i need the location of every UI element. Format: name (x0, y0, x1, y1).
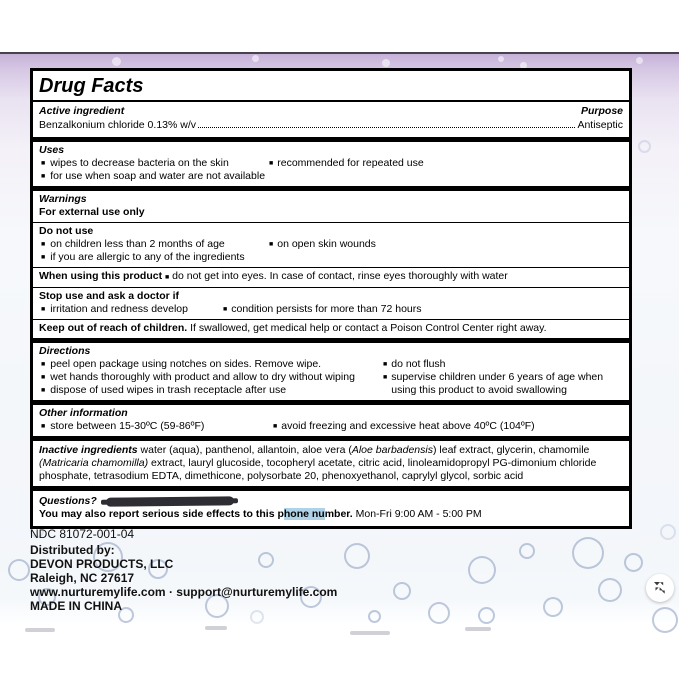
bullet-square-icon: ■ (41, 160, 46, 167)
bullet-square-icon: ■ (41, 306, 46, 313)
external-use-text: For external use only (39, 206, 145, 218)
list-item (271, 420, 623, 433)
bubble (428, 602, 450, 624)
purpose-value: Antiseptic (577, 119, 623, 131)
questions-section (33, 491, 629, 526)
smudge-mark (25, 628, 55, 632)
bullet-text: wet hands thoroughly with product and allow to dry without wiping (50, 371, 355, 383)
list-item (39, 157, 267, 170)
list-item (39, 303, 221, 316)
purpose-heading: Purpose (580, 105, 623, 117)
report-text-end: mber. (324, 508, 353, 520)
bullet-text: peel open package using notches on sides. Remove wipe. (50, 358, 322, 370)
other-information-section (33, 405, 629, 436)
when-using-block (33, 267, 629, 287)
inactive-ingredients-section (33, 441, 629, 486)
keep-out-heading: Keep out of reach of children. (39, 322, 188, 334)
made-in-text: MADE IN CHINA (30, 598, 122, 613)
keep-out-block (33, 319, 629, 338)
bullet-text: on open skin wounds (277, 238, 376, 250)
directions-section (33, 343, 629, 400)
bubble (368, 610, 381, 623)
bubble (660, 524, 676, 540)
bullet-square-icon: ■ (223, 306, 228, 313)
smudge-mark (350, 631, 390, 635)
bullet-text: do not flush (391, 358, 446, 370)
stop-use-heading: Stop use and ask a doctor if (39, 290, 180, 302)
list-item (39, 251, 267, 264)
ndc-number: NDC 81072-001-04 (30, 527, 135, 541)
website-text: www.nurturemylife.com (30, 584, 166, 599)
bubble (598, 578, 622, 602)
list-item (39, 420, 271, 433)
inactive-ingredients-heading: Inactive ingredients (39, 444, 138, 456)
list-item (39, 358, 381, 371)
redacted-phone-number (106, 496, 234, 506)
bullet-text: avoid freezing and excessive heat above 40ºC (104ºF) (281, 420, 535, 432)
bullet-square-icon: ■ (41, 387, 46, 394)
bubble (8, 559, 30, 581)
bullet-square-icon: ■ (273, 423, 278, 430)
active-ingredient-section (33, 102, 629, 137)
bubble (478, 607, 495, 624)
other-information-heading: Other information (39, 407, 128, 419)
bubble (252, 55, 259, 62)
bullet-square-icon: ■ (383, 361, 388, 368)
warnings-section (33, 191, 629, 338)
collapse-arrows-icon (652, 580, 668, 596)
when-using-text: do not get into eyes. In case of contact, rinse eyes thoroughly with water (172, 270, 508, 282)
bubble (382, 59, 390, 67)
stop-use-block (33, 287, 629, 319)
inactive-ingredients-text: water (aqua), panthenol, allantoin, aloe vera (Aloe barbadensis) leaf extract, glycerin, chamomile (Matricaria chamomilla) extract, lauryl glucoside, tocopheryl acetate, citric acid, linoleamidopropyl PG-dimonium chloride phosphate, tetrasodium EDTA, dimethicone, polysorbate 20, phenoxyethanol, caprylyl glycol, sorbic acid (39, 444, 597, 482)
company-name: DEVON PRODUCTS, LLC (30, 556, 174, 571)
package-edge-line (0, 52, 679, 54)
phone-highlight: hone nu (283, 508, 325, 520)
do-not-use-heading: Do not use (39, 225, 94, 237)
uses-heading: Uses (39, 144, 65, 156)
bubble (498, 56, 504, 62)
bubble (543, 597, 563, 617)
do-not-use-block (33, 222, 629, 267)
questions-heading: Questions? (39, 495, 97, 507)
bullet-square-icon: ■ (41, 374, 46, 381)
bullet-square-icon: ■ (383, 374, 388, 381)
bubble (519, 543, 535, 559)
bullet-square-icon: ■ (41, 423, 46, 430)
list-item (267, 238, 623, 251)
directions-heading: Directions (39, 345, 91, 357)
bubble (393, 582, 411, 600)
warnings-heading: Warnings (39, 193, 87, 205)
bubble (636, 57, 643, 64)
bullet-square-icon: ■ (269, 160, 274, 167)
bubble (572, 537, 604, 569)
smudge-mark (465, 627, 491, 631)
bullet-text: condition persists for more than 72 hours (231, 303, 422, 315)
bullet-square-icon: ■ (41, 254, 46, 261)
bullet-square-icon: ■ (269, 241, 274, 248)
bullet-text: recommended for repeated use (277, 157, 424, 169)
list-item (39, 384, 381, 397)
active-ingredient-heading: Active ingredient (39, 105, 125, 117)
bubble (638, 140, 651, 153)
distributed-by-label: Distributed by: (30, 542, 115, 557)
bubble (344, 543, 370, 569)
bullet-text: wipes to decrease bacteria on the skin (50, 157, 229, 169)
bullet-text: if you are allergic to any of the ingredients (50, 251, 245, 263)
bullet-text: supervise children under 6 years of age when using this product to avoid swallowing (391, 371, 604, 396)
bullet-square-icon: ■ (165, 274, 170, 281)
drug-facts-title: Drug Facts (33, 71, 629, 102)
active-ingredient-name: Benzalkonium chloride 0.13% w/v (39, 119, 196, 131)
list-item (381, 358, 623, 371)
bubble (624, 553, 643, 572)
email-text: support@nurturemylife.com (176, 584, 338, 599)
keep-out-text: If swallowed, get medical help or contact a Poison Control Center right away. (190, 322, 547, 334)
hours-text: Mon-Fri 9:00 AM - 5:00 PM (352, 508, 482, 520)
list-item (381, 371, 623, 397)
smudge-mark (205, 626, 227, 630)
bullet-square-icon: ■ (41, 173, 46, 180)
bullet-text: on children less than 2 months of age (50, 238, 225, 250)
bullet-square-icon: ■ (41, 241, 46, 248)
bullet-text: irritation and redness develop (50, 303, 188, 315)
bullet-square-icon: ■ (41, 361, 46, 368)
bullet-text: store between 15-30ºC (59-86ºF) (50, 420, 205, 432)
dotted-leader (198, 118, 575, 128)
bullet-text: for use when soap and water are not available (50, 170, 266, 182)
zoom-control-button[interactable] (646, 574, 674, 602)
uses-section (33, 142, 629, 186)
list-item (39, 170, 267, 183)
drug-facts-panel (30, 68, 632, 529)
bubble (468, 556, 496, 584)
bubble (652, 607, 678, 633)
bullet-text: dispose of used wipes in trash receptacle after use (50, 384, 287, 396)
list-item (39, 238, 267, 251)
when-using-heading: When using this product (39, 270, 163, 282)
dot-separator: · (168, 584, 173, 599)
list-item (267, 157, 623, 170)
distributor-block (30, 528, 337, 614)
report-text: You may also report serious side effects to this p (39, 508, 284, 520)
active-ingredient-row (39, 118, 623, 134)
list-item (221, 303, 623, 316)
bubble (112, 57, 121, 66)
list-item (39, 371, 381, 384)
contact-line (30, 586, 337, 600)
company-address: Raleigh, NC 27617 (30, 570, 135, 585)
